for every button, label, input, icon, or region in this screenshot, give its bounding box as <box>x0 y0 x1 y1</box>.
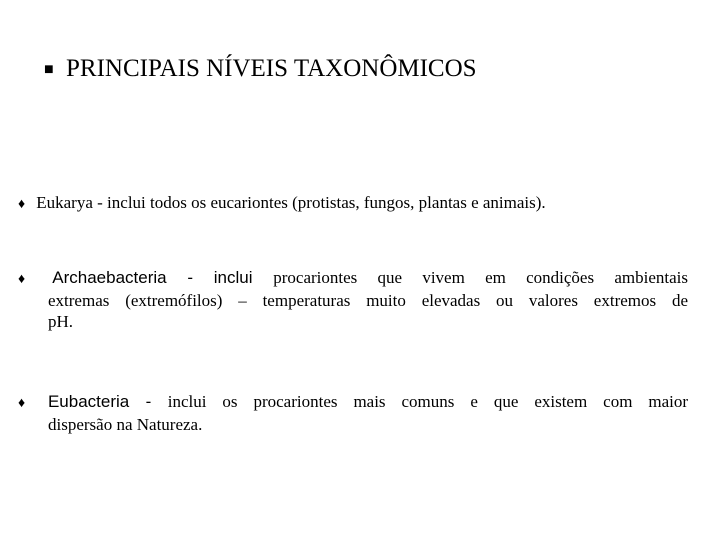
slide-title <box>44 52 477 87</box>
item-description: procariontes que vivem em condições ambientais <box>273 268 688 287</box>
diamond-bullet-icon: ♦ <box>18 272 26 287</box>
item-name: Eukarya <box>36 193 93 212</box>
list-item-eubacteria <box>18 391 688 435</box>
square-bullet-icon: ■ <box>44 61 54 78</box>
item-line-1 <box>18 267 688 290</box>
diamond-bullet-icon: ♦ <box>18 396 26 411</box>
slide-title-text: PRINCIPAIS NÍVEIS TAXONÔMICOS <box>66 55 477 82</box>
item-separator: - <box>129 392 168 411</box>
item-description: inclui os procariontes mais comuns e que existem com maior <box>167 392 689 411</box>
diamond-bullet-icon: ♦ <box>18 197 26 212</box>
item-line-1 <box>18 391 688 414</box>
item-line-3: pH. <box>48 312 74 331</box>
list-item-eukarya <box>18 192 678 215</box>
item-name: Archaebacteria <box>52 268 167 287</box>
item-description: - inclui todos os eucariontes (protistas, fungos, plantas e animais). <box>92 193 546 212</box>
item-line-2: extremas (extremófilos) – temperaturas muito elevadas ou valores extremos de <box>48 291 688 310</box>
list-item-archaebacteria <box>18 267 688 332</box>
item-separator: - inclui <box>166 268 274 287</box>
item-name: Eubacteria <box>47 392 130 411</box>
item-line-2: dispersão na Natureza. <box>48 415 203 434</box>
